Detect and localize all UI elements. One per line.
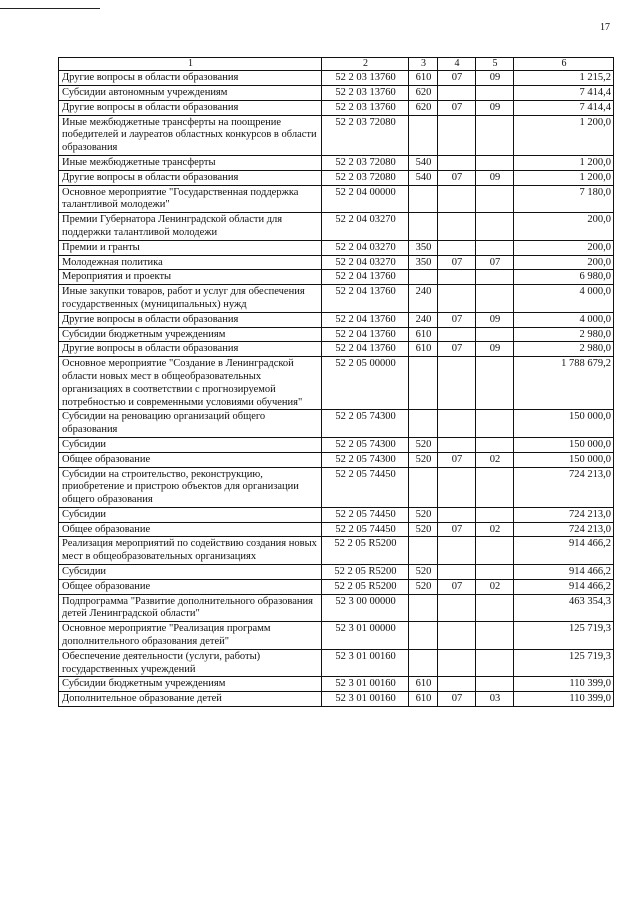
row-name-cell: Субсидии — [59, 565, 322, 580]
header-row — [59, 58, 614, 71]
row-name-cell: Иные межбюджетные трансферты на поощрение победителей и лауреатов областных конкурсов в области образования — [59, 115, 322, 155]
row-col4-cell — [438, 115, 476, 155]
row-code-cell: 52 2 05 R5200 — [322, 565, 409, 580]
row-amount-cell: 7 414,4 — [514, 100, 614, 115]
row-name-cell: Субсидии на строительство, реконструкцию, приобретение и пристрою объектов для организации общего образования — [59, 467, 322, 507]
row-name-cell: Реализация мероприятий по содействию создания новых мест в общеобразовательных организациях — [59, 537, 322, 565]
row-col4-cell — [438, 467, 476, 507]
row-col5-cell — [476, 185, 514, 213]
row-col4-cell — [438, 649, 476, 677]
row-col4-cell — [438, 507, 476, 522]
row-col4-cell: 07 — [438, 579, 476, 594]
row-col4-cell: 07 — [438, 452, 476, 467]
row-code-cell: 52 2 05 00000 — [322, 357, 409, 410]
row-name-cell: Иные закупки товаров, работ и услуг для обеспечения государственных (муниципальных) нужд — [59, 285, 322, 313]
row-col5-cell — [476, 115, 514, 155]
row-col4-cell — [438, 437, 476, 452]
row-col3-cell — [409, 622, 438, 650]
row-name-cell: Молодежная политика — [59, 255, 322, 270]
row-col3-cell — [409, 649, 438, 677]
row-code-cell: 52 2 05 74450 — [322, 507, 409, 522]
row-col5-cell — [476, 594, 514, 622]
row-name-cell: Другие вопросы в области образования — [59, 71, 322, 86]
row-code-cell: 52 2 04 13760 — [322, 312, 409, 327]
row-amount-cell: 4 000,0 — [514, 285, 614, 313]
row-name-cell: Субсидии бюджетным учреждениям — [59, 327, 322, 342]
row-col3-cell — [409, 594, 438, 622]
row-col3-cell: 620 — [409, 85, 438, 100]
row-amount-cell: 110 399,0 — [514, 692, 614, 707]
row-col5-cell: 02 — [476, 452, 514, 467]
row-col5-cell — [476, 85, 514, 100]
row-name-cell: Другие вопросы в области образования — [59, 170, 322, 185]
row-col4-cell: 07 — [438, 170, 476, 185]
row-name-cell: Субсидии автономным учреждениям — [59, 85, 322, 100]
row-col5-cell — [476, 537, 514, 565]
table-row — [59, 155, 614, 170]
row-name-cell: Общее образование — [59, 522, 322, 537]
row-code-cell: 52 2 03 72080 — [322, 170, 409, 185]
row-code-cell: 52 2 05 74300 — [322, 437, 409, 452]
row-code-cell: 52 3 01 00160 — [322, 677, 409, 692]
row-col4-cell — [438, 85, 476, 100]
row-col5-cell — [476, 677, 514, 692]
row-col3-cell — [409, 213, 438, 241]
row-name-cell: Субсидии — [59, 507, 322, 522]
table-row — [59, 692, 614, 707]
table-row — [59, 115, 614, 155]
row-amount-cell: 200,0 — [514, 255, 614, 270]
row-col3-cell: 520 — [409, 452, 438, 467]
row-col3-cell: 520 — [409, 522, 438, 537]
row-code-cell: 52 2 05 74300 — [322, 410, 409, 438]
row-col5-cell — [476, 213, 514, 241]
table-row — [59, 342, 614, 357]
budget-table — [58, 57, 614, 707]
row-col3-cell: 610 — [409, 71, 438, 86]
table-body — [59, 71, 614, 707]
row-code-cell: 52 2 05 74300 — [322, 452, 409, 467]
row-amount-cell: 1 200,0 — [514, 170, 614, 185]
row-code-cell: 52 2 04 03270 — [322, 213, 409, 241]
row-amount-cell: 1 200,0 — [514, 115, 614, 155]
row-col5-cell — [476, 270, 514, 285]
row-col5-cell: 03 — [476, 692, 514, 707]
table-row — [59, 85, 614, 100]
row-name-cell: Обеспечение деятельности (услуги, работы) государственных учреждений — [59, 649, 322, 677]
row-amount-cell: 150 000,0 — [514, 410, 614, 438]
row-code-cell: 52 2 05 R5200 — [322, 537, 409, 565]
table-row — [59, 270, 614, 285]
row-col3-cell — [409, 115, 438, 155]
row-col5-cell: 09 — [476, 170, 514, 185]
row-col4-cell: 07 — [438, 100, 476, 115]
row-col3-cell: 240 — [409, 285, 438, 313]
row-code-cell: 52 3 00 00000 — [322, 594, 409, 622]
row-col5-cell: 09 — [476, 342, 514, 357]
row-col3-cell: 610 — [409, 342, 438, 357]
table-row — [59, 357, 614, 410]
row-name-cell: Общее образование — [59, 579, 322, 594]
row-name-cell: Иные межбюджетные трансферты — [59, 155, 322, 170]
table-row — [59, 537, 614, 565]
row-col3-cell: 520 — [409, 437, 438, 452]
row-col5-cell: 09 — [476, 312, 514, 327]
row-code-cell: 52 2 05 74450 — [322, 522, 409, 537]
header-cell: 3 — [409, 58, 438, 71]
row-col3-cell: 350 — [409, 255, 438, 270]
row-col4-cell: 07 — [438, 342, 476, 357]
row-col5-cell — [476, 327, 514, 342]
row-col5-cell — [476, 565, 514, 580]
row-code-cell: 52 2 04 13760 — [322, 342, 409, 357]
row-col3-cell — [409, 410, 438, 438]
row-code-cell: 52 2 03 13760 — [322, 100, 409, 115]
row-code-cell: 52 2 03 13760 — [322, 71, 409, 86]
table-row — [59, 255, 614, 270]
table-row — [59, 522, 614, 537]
row-col3-cell: 540 — [409, 155, 438, 170]
table-row — [59, 437, 614, 452]
page-number: 17 — [600, 22, 610, 33]
row-name-cell: Субсидии — [59, 437, 322, 452]
table-row — [59, 185, 614, 213]
row-code-cell: 52 2 04 13760 — [322, 327, 409, 342]
row-col5-cell — [476, 467, 514, 507]
row-col5-cell — [476, 410, 514, 438]
row-col5-cell: 09 — [476, 71, 514, 86]
row-amount-cell: 1 215,2 — [514, 71, 614, 86]
row-amount-cell: 200,0 — [514, 213, 614, 241]
row-col3-cell — [409, 357, 438, 410]
row-col5-cell — [476, 649, 514, 677]
row-col4-cell — [438, 537, 476, 565]
table-row — [59, 677, 614, 692]
row-name-cell: Премии и гранты — [59, 240, 322, 255]
row-name-cell: Мероприятия и проекты — [59, 270, 322, 285]
row-amount-cell: 4 000,0 — [514, 312, 614, 327]
row-code-cell: 52 2 04 13760 — [322, 285, 409, 313]
row-col4-cell — [438, 155, 476, 170]
row-code-cell: 52 2 05 74450 — [322, 467, 409, 507]
table-row — [59, 170, 614, 185]
header-cell: 6 — [514, 58, 614, 71]
row-code-cell: 52 2 05 R5200 — [322, 579, 409, 594]
row-col3-cell: 520 — [409, 579, 438, 594]
row-amount-cell: 724 213,0 — [514, 522, 614, 537]
row-col3-cell — [409, 185, 438, 213]
row-name-cell: Другие вопросы в области образования — [59, 342, 322, 357]
row-col4-cell — [438, 285, 476, 313]
row-name-cell: Субсидии на реновацию организаций общего образования — [59, 410, 322, 438]
row-code-cell: 52 2 04 03270 — [322, 255, 409, 270]
row-col5-cell: 07 — [476, 255, 514, 270]
row-name-cell: Общее образование — [59, 452, 322, 467]
header-cell: 2 — [322, 58, 409, 71]
row-col4-cell: 07 — [438, 71, 476, 86]
row-col5-cell — [476, 285, 514, 313]
row-amount-cell: 724 213,0 — [514, 507, 614, 522]
table-row — [59, 71, 614, 86]
row-amount-cell: 463 354,3 — [514, 594, 614, 622]
row-col3-cell: 350 — [409, 240, 438, 255]
row-amount-cell: 150 000,0 — [514, 452, 614, 467]
row-amount-cell: 724 213,0 — [514, 467, 614, 507]
row-col3-cell: 610 — [409, 327, 438, 342]
table-row — [59, 467, 614, 507]
row-code-cell: 52 2 03 13760 — [322, 85, 409, 100]
row-code-cell: 52 2 04 00000 — [322, 185, 409, 213]
row-amount-cell: 1 200,0 — [514, 155, 614, 170]
row-amount-cell: 200,0 — [514, 240, 614, 255]
row-amount-cell: 914 466,2 — [514, 579, 614, 594]
row-amount-cell: 7 180,0 — [514, 185, 614, 213]
table-row — [59, 240, 614, 255]
row-name-cell: Основное мероприятие "Государственная поддержка талантливой молодежи" — [59, 185, 322, 213]
row-col3-cell: 540 — [409, 170, 438, 185]
row-col3-cell: 610 — [409, 692, 438, 707]
row-col3-cell: 240 — [409, 312, 438, 327]
row-col4-cell — [438, 410, 476, 438]
row-col4-cell — [438, 213, 476, 241]
table-row — [59, 410, 614, 438]
row-col4-cell: 07 — [438, 312, 476, 327]
table-row — [59, 312, 614, 327]
table-row — [59, 507, 614, 522]
row-col4-cell — [438, 357, 476, 410]
row-col3-cell: 610 — [409, 677, 438, 692]
row-col5-cell: 09 — [476, 100, 514, 115]
row-code-cell: 52 2 04 13760 — [322, 270, 409, 285]
row-amount-cell: 7 414,4 — [514, 85, 614, 100]
row-name-cell: Другие вопросы в области образования — [59, 312, 322, 327]
row-code-cell: 52 3 01 00160 — [322, 649, 409, 677]
row-col4-cell — [438, 327, 476, 342]
row-col4-cell: 07 — [438, 255, 476, 270]
row-amount-cell: 2 980,0 — [514, 342, 614, 357]
row-col5-cell — [476, 437, 514, 452]
table-row — [59, 622, 614, 650]
row-amount-cell: 125 719,3 — [514, 649, 614, 677]
row-name-cell: Дополнительное образование детей — [59, 692, 322, 707]
table-row — [59, 285, 614, 313]
row-col5-cell: 02 — [476, 522, 514, 537]
row-code-cell: 52 3 01 00000 — [322, 622, 409, 650]
row-amount-cell: 1 788 679,2 — [514, 357, 614, 410]
table-row — [59, 452, 614, 467]
row-name-cell: Субсидии бюджетным учреждениям — [59, 677, 322, 692]
row-col4-cell: 07 — [438, 522, 476, 537]
top-rule — [0, 8, 100, 9]
row-amount-cell: 914 466,2 — [514, 565, 614, 580]
row-col5-cell — [476, 622, 514, 650]
row-col4-cell — [438, 565, 476, 580]
row-code-cell: 52 2 04 03270 — [322, 240, 409, 255]
row-col3-cell: 520 — [409, 507, 438, 522]
row-col5-cell — [476, 507, 514, 522]
header-cell: 4 — [438, 58, 476, 71]
table-row — [59, 100, 614, 115]
row-col5-cell — [476, 240, 514, 255]
table-row — [59, 213, 614, 241]
row-amount-cell: 150 000,0 — [514, 437, 614, 452]
row-col4-cell — [438, 622, 476, 650]
row-name-cell: Основное мероприятие "Реализация программ дополнительного образования детей" — [59, 622, 322, 650]
row-code-cell: 52 2 03 72080 — [322, 115, 409, 155]
row-col5-cell — [476, 357, 514, 410]
row-col4-cell — [438, 270, 476, 285]
row-amount-cell: 110 399,0 — [514, 677, 614, 692]
row-col4-cell — [438, 185, 476, 213]
row-name-cell: Премии Губернатора Ленинградской области для поддержки талантливой молодежи — [59, 213, 322, 241]
row-code-cell: 52 2 03 72080 — [322, 155, 409, 170]
table-row — [59, 594, 614, 622]
row-col3-cell — [409, 270, 438, 285]
header-cell: 1 — [59, 58, 322, 71]
row-amount-cell: 2 980,0 — [514, 327, 614, 342]
row-col3-cell: 620 — [409, 100, 438, 115]
row-name-cell: Подпрограмма "Развитие дополнительного образования детей Ленинградской области" — [59, 594, 322, 622]
row-col3-cell: 520 — [409, 565, 438, 580]
row-col3-cell — [409, 537, 438, 565]
row-col4-cell — [438, 240, 476, 255]
row-col3-cell — [409, 467, 438, 507]
row-amount-cell: 6 980,0 — [514, 270, 614, 285]
table-row — [59, 565, 614, 580]
table-row — [59, 649, 614, 677]
row-amount-cell: 125 719,3 — [514, 622, 614, 650]
row-col4-cell — [438, 594, 476, 622]
row-name-cell: Другие вопросы в области образования — [59, 100, 322, 115]
row-name-cell: Основное мероприятие "Создание в Ленинградской области новых мест в общеобразовательных организациях в соответствии с прогнозируемой потребностью и современными условиями обучения" — [59, 357, 322, 410]
table-row — [59, 579, 614, 594]
header-cell: 5 — [476, 58, 514, 71]
table-row — [59, 327, 614, 342]
row-col5-cell: 02 — [476, 579, 514, 594]
row-col4-cell: 07 — [438, 692, 476, 707]
row-col5-cell — [476, 155, 514, 170]
row-col4-cell — [438, 677, 476, 692]
row-code-cell: 52 3 01 00160 — [322, 692, 409, 707]
row-amount-cell: 914 466,2 — [514, 537, 614, 565]
